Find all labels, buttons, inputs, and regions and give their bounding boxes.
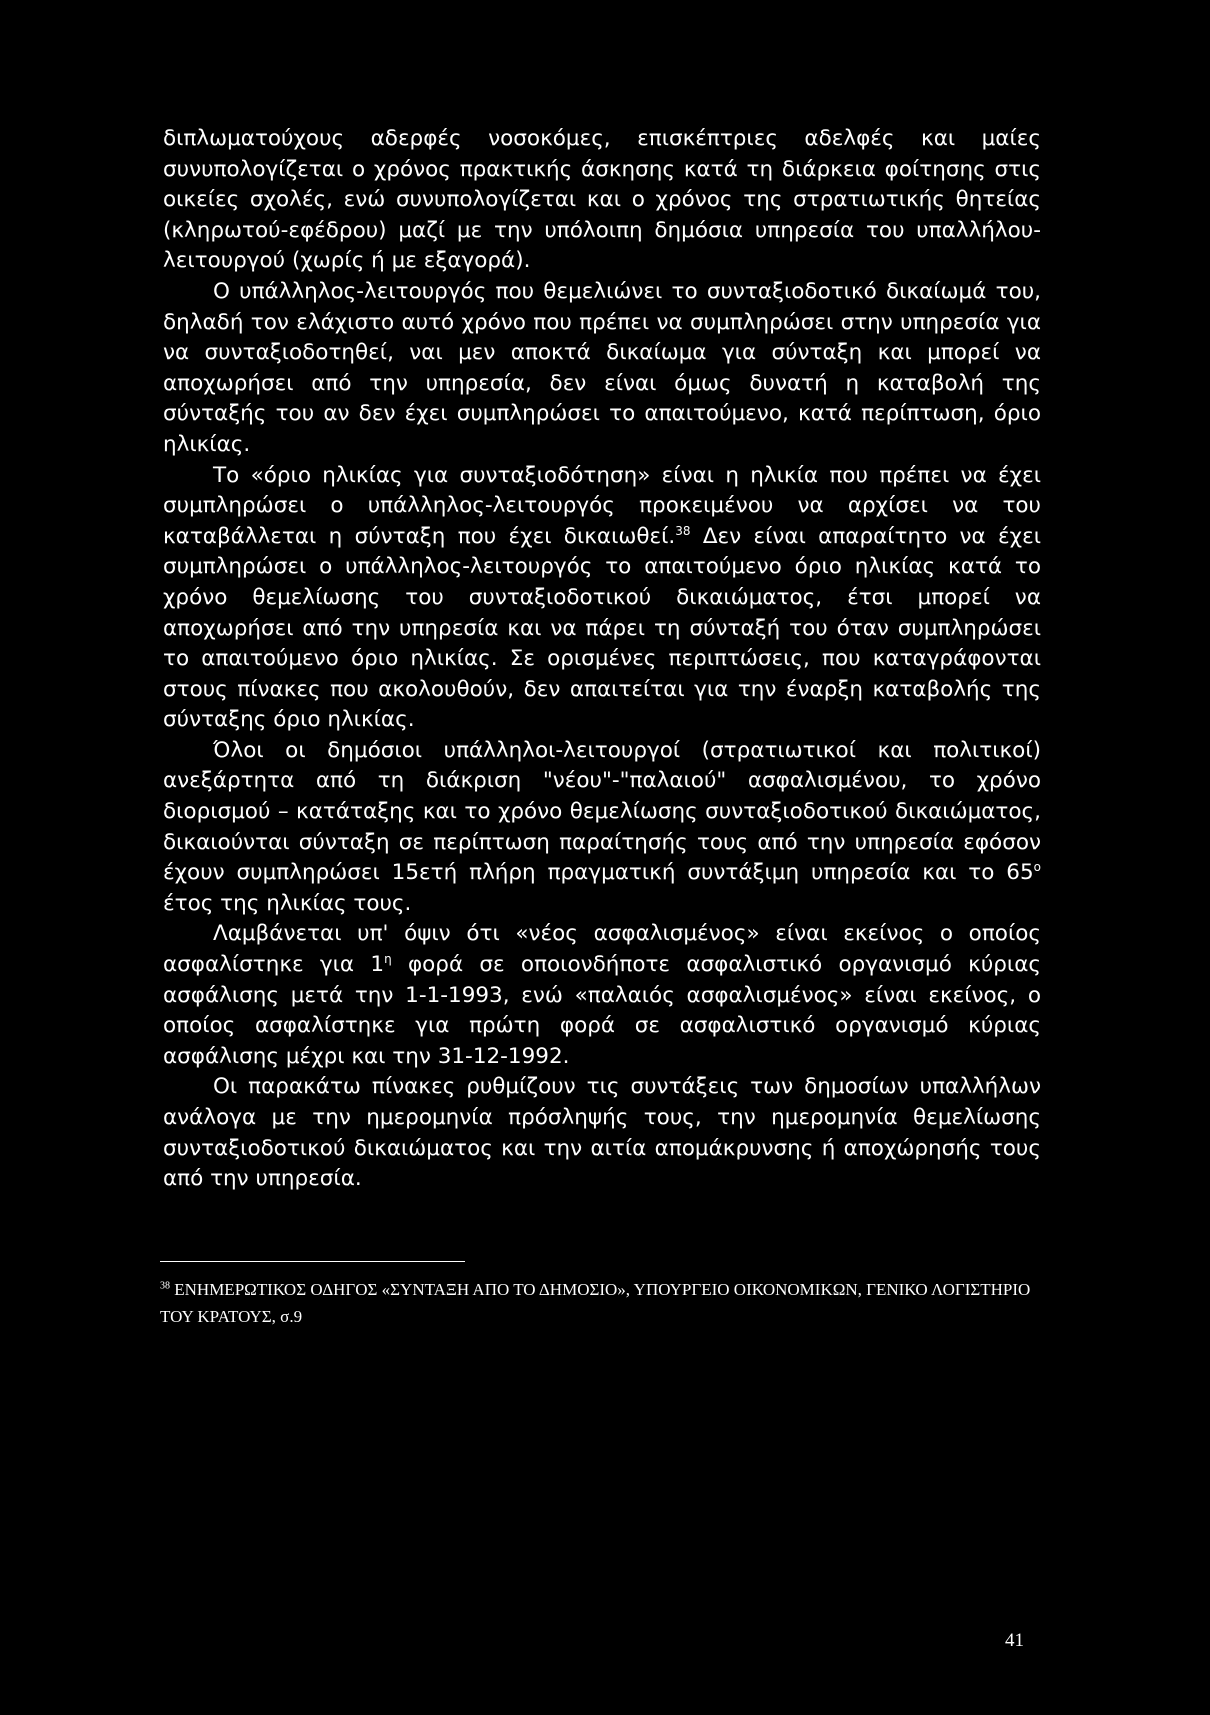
footnote [160,1276,1040,1330]
ordinal-superscript: η [384,951,392,966]
paragraph-text: Όλοι οι δημόσιοι υπάλληλοι-λειτουργοί (στρατιωτικοί και πολιτικοί) ανεξάρτητα από τη διάκριση "νέου"-"παλαιού" ασφαλισμένου, το χρόνο διορισμού – κατάταξης και το χρόνο θεμελίωσης συνταξιοδοτικού δικαιώματος, δικαιούνται σύνταξη σε περίπτωση παραίτησής τους από την υπηρεσία εφόσον έχουν συμπληρώσει 15ετή πλήρη πραγματική συντάξιμη υπηρεσία και το 65 [163,737,1041,886]
footnote-reference[interactable]: 38 [675,523,691,538]
paragraph [163,736,1041,920]
paragraph-text: έτος της ηλικίας τους. [163,890,412,916]
paragraph-text: Λαμβάνεται υπ' όψιν ότι «νέος ασφαλισμένος» είναι εκείνος ο οποίος ασφαλίστηκε για 1 [163,921,1041,978]
paragraph: Οι παρακάτω πίνακες ρυθμίζουν τις συντάξεις των δημοσίων υπαλλήλων ανάλογα με την ημερομηνία πρόσληψής τους, την ημερομηνία θεμελίωσης συνταξιοδοτικού δικαιώματος και την αιτία απομάκρυνσης ή αποχώρησής τους από την υπηρεσία. [163,1074,1041,1192]
paragraph-text: Το «όριο ηλικίας για συνταξιοδότηση» είναι η ηλικία που πρέπει να έχει συμπληρώσει ο υπάλληλος-λειτουργός προκειμένου να αρχίσει να του καταβάλλεται η σύνταξη που έχει δικαιωθεί. [163,462,1041,549]
body-text [163,124,1041,1195]
footnote-number: 38 [160,1280,170,1292]
footnote-separator [160,1261,465,1262]
paragraph: Ο υπάλληλος-λειτουργός που θεμελιώνει το συνταξιοδοτικό δικαίωμά του, δηλαδή τον ελάχιστο αυτό χρόνο που πρέπει να συμπληρώσει στην υπηρεσία για να συνταξιοδοτηθεί, ναι μεν αποκτά δικαίωμα για σύνταξη και μπορεί να αποχωρήσει από την υπηρεσία, δεν είναι όμως δυνατή η καταβολή της σύνταξής του αν δεν έχει συμπληρώσει το απαιτούμενο, κατά περίπτωση, όριο ηλικίας. [163,278,1041,457]
paragraph-text: Δεν είναι απαραίτητο να έχει συμπληρώσει ο υπάλληλος-λειτουργός το απαιτούμενο όριο ηλικίας κατά το χρόνο θεμελίωσης του συνταξιοδοτικού δικαιώματος, έτσι μπορεί να αποχωρήσει από την υπηρεσία και να πάρει τη σύνταξή του όταν συμπληρώσει το απαιτούμενο όριο ηλικίας. Σε ορισμένες περιπτώσεις, που καταγράφονται στους πίνακες που ακολουθούν, δεν απαιτείται για την έναρξη καταβολής της σύνταξης όριο ηλικίας. [163,523,1041,733]
paragraph: διπλωματούχους αδερφές νοσοκόμες, επισκέπτριες αδελφές και μαίες συνυπολογίζεται ο χρόνος πρακτικής άσκησης κατά τη διάρκεια φοίτησης στις οικείες σχολές, ενώ συνυπολογίζεται και ο χρόνος της στρατιωτικής θητείας (κληρωτού-εφέδρου) μαζί με την υπόλοιπη δημόσια υπηρεσία του υπαλλήλου-λειτουργού (χωρίς ή με εξαγορά). [163,126,1041,274]
paragraph-text: φορά σε οποιονδήποτε ασφαλιστικό οργανισμό κύριας ασφάλισης μετά την 1-1-1993, ενώ «παλαιός ασφαλισμένος» είναι εκείνος, ο οποίος ασφαλίστηκε για πρώτη φορά σε ασφαλιστικό οργανισμό κύριας ασφάλισης μέχρι και την 31-12-1992. [163,952,1041,1069]
page-number: 41 [1005,1630,1024,1651]
footnote-text: ΕΝΗΜΕΡΩΤΙΚΟΣ ΟΔΗΓΟΣ «ΣΥΝΤΑΞΗ ΑΠΟ ΤΟ ΔΗΜΟΣΙΟ», ΥΠΟΥΡΓΕΙΟ ΟΙΚΟΝΟΜΙΚΩΝ, ΓΕΝΙΚΟ ΛΟΓΙΣΤΗΡΙΟ ΤΟΥ ΚΡΑΤΟΥΣ, σ.9 [160,1280,1031,1326]
ordinal-superscript: ο [1033,860,1041,875]
paragraph [163,919,1041,1072]
paragraph [163,461,1041,736]
